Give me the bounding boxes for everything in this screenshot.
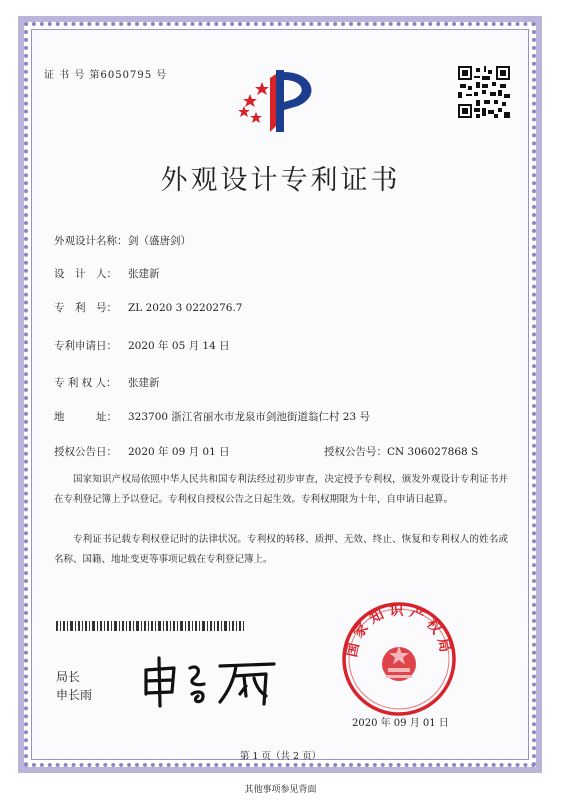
field-value: CN 306027868 S	[387, 446, 479, 458]
legal-status-paragraph: 专利证书记载专利权登记时的法律状况。专利权的转移、质押、无效、终止、恢复和专利权人的姓名或名称、国籍、地址变更等事项记载在专利登记簿上。	[54, 534, 508, 565]
field-filing-date	[54, 338, 230, 353]
page-number: 第 1 页（共 2 页）	[239, 751, 322, 762]
qr-code-icon	[458, 66, 510, 118]
grant-statement-paragraph: 国家知识产权局依照中华人民共和国专利法经过初步审查，决定授予专利权，颁发外观设计专利证书并在专利登记簿上予以登记。专利权自授权公告之日起生效。专利权期限为十年，自申请日起算。	[54, 474, 508, 505]
seal-date: 2020 年 09 月 01 日	[352, 718, 449, 729]
field-grant-number	[324, 444, 478, 459]
field-value: 张建新	[128, 268, 160, 280]
field-label: 授权公告号：	[324, 446, 387, 458]
seal-ring-text	[340, 600, 458, 718]
cnipa-logo-icon	[232, 66, 327, 136]
director-signature	[132, 650, 292, 710]
field-label: 外观设计名称：	[54, 235, 128, 247]
field-value: 323700 浙江省丽水市龙泉市剑池街道翁仁村 23 号	[128, 411, 370, 423]
field-address	[54, 409, 370, 424]
barcode-strip	[56, 621, 244, 631]
field-label: 专 利 权 人：	[54, 377, 117, 389]
field-value: ZL 2020 3 0220276.7	[128, 302, 243, 314]
field-patent-number	[54, 300, 242, 315]
director-name: 申长雨	[56, 688, 93, 702]
field-label: 地 址：	[54, 411, 117, 423]
field-value: 剑（盛唐剑）	[128, 235, 191, 247]
field-label: 授权公告日：	[54, 446, 117, 458]
director-title: 局长	[56, 670, 81, 684]
certificate-number: 证 书 号 第6050795 号	[44, 70, 168, 81]
field-grant-date	[54, 444, 230, 459]
field-designer	[54, 266, 160, 281]
field-label: 专利申请日：	[54, 340, 117, 352]
seal-text: 国家知识产权局	[344, 603, 454, 659]
field-label: 设 计 人：	[54, 268, 117, 280]
field-label: 专 利 号：	[54, 302, 117, 314]
field-value: 张建新	[128, 377, 160, 389]
field-design-name	[54, 233, 191, 248]
field-patentee	[54, 375, 160, 390]
footer-note: 其他事项参见背面	[244, 785, 317, 795]
certificate-title: 外观设计专利证书	[160, 165, 401, 196]
field-value: 2020 年 05 月 14 日	[128, 340, 230, 352]
svg-text:国家知识产权局	[343, 602, 454, 658]
field-value: 2020 年 09 月 01 日	[128, 446, 230, 458]
